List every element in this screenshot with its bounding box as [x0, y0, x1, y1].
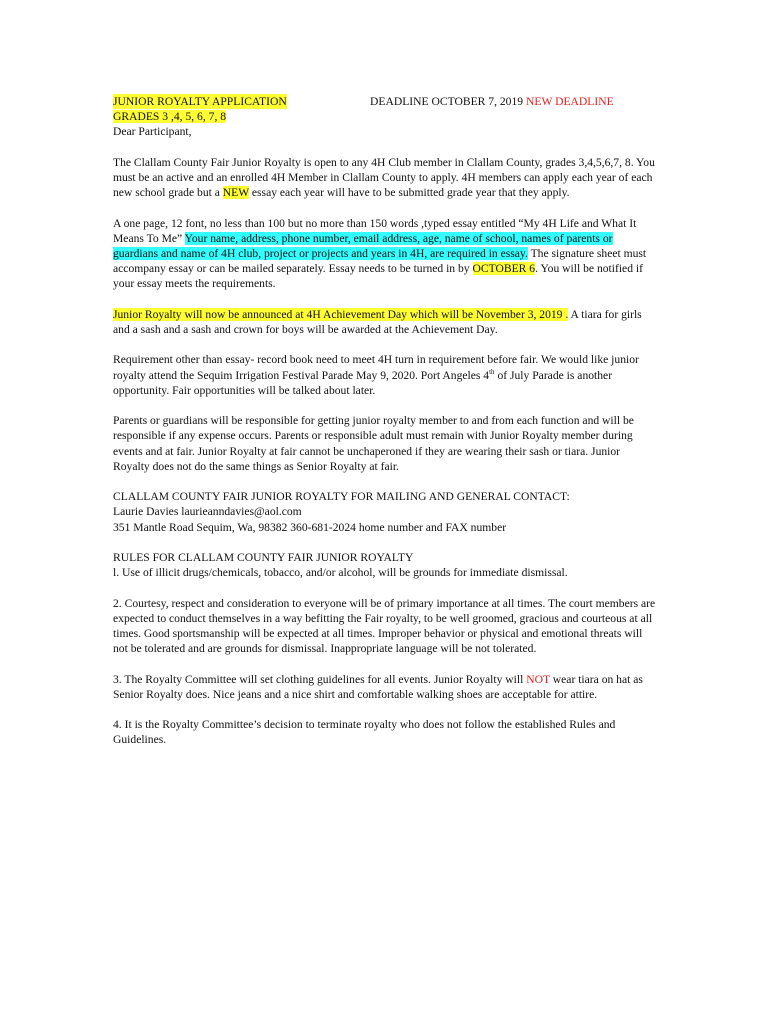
- announcement-highlight: Junior Royalty will now be announced at 4H Achievement Day which will be November 3, 2019 .: [113, 307, 569, 321]
- announcement-text: A tiara for girls and a sash and a sash and crown for boys will be awarded at the Achievement Day.: [113, 307, 642, 336]
- salutation: Dear Participant,: [113, 125, 192, 139]
- essay-text-a: A one page, 12 font, no less than 100 but no more than 150 words ,typed essay entitled “My 4H Life and What It Means To Me”: [113, 216, 637, 245]
- intro-text-a: The Clallam County Fair Junior Royalty is open to any 4H Club member in Clallam County, grades 3,4,5,6,7, 8. You must be an active and an enrolled 4H Member in Clallam County to apply. 4H members can apply each year of each new school grade but a: [113, 155, 655, 200]
- rule-3-text-b: wear tiara on hat as Senior Royalty does. Nice jeans and a nice shirt and comfortable walking shoes are acceptable for attire.: [113, 672, 643, 701]
- parents-paragraph: Parents or guardians will be responsible for getting junior royalty member to and from each function and will be responsible if any expense occurs. Parents or responsible adult must remain with Junior Royalty member during events and at fair. Junior Royalty at fair cannot be unchaperoned if they are wearing their sash or tiara. Junior Royalty does not do the same things as Senior Royalty at fair.: [113, 414, 634, 473]
- rule-3-text-a: 3. The Royalty Committee will set clothing guidelines for all events. Junior Royalty will: [113, 672, 527, 686]
- rule-2: 2. Courtesy, respect and consideration to everyone will be of primary importance at all times. The court members are expected to conduct themselves in a way befitting the Fair royalty, to be well groomed, gracious and courteous at all times. Good sportsmanship will be expected at all times. Improper behavior or physical and emotional threats will not be tolerated and are grounds for dismissal. Inappropriate language will be not tolerated.: [113, 596, 656, 656]
- intro-paragraph: [113, 155, 658, 201]
- october-deadline-highlight: OCTOBER 6: [472, 262, 536, 276]
- requirements-text-a: Requirement other than essay- record book need to meet 4H turn in requirement before fair. We would like junior royalty attend the Sequim Irrigation Festival Parade May 9, 2020. Port Angeles 4: [113, 353, 639, 382]
- requirements-text-b: of July Parade is another opportunity. Fair opportunities will be talked about later.: [113, 368, 613, 397]
- essay-text-c: . You will be notified if your essay meets the requirements.: [113, 262, 643, 291]
- essay-requirements-highlight: Your name, address, phone number, email address, age, name of school, names of parents or guardians and name of 4H club, project or projects and years in 4H, are required in essay.: [113, 231, 613, 260]
- header-row: [113, 94, 658, 109]
- requirements-paragraph: [113, 352, 658, 398]
- rule-3-not: NOT: [526, 672, 550, 686]
- contact-address: 351 Mantle Road Sequim, Wa, 98382 360-681-2024 home number and FAX number: [113, 520, 507, 534]
- new-highlight: NEW: [222, 186, 249, 200]
- rule-3: [113, 672, 658, 702]
- intro-text-b: essay each year will have to be submitted grade year that they apply.: [249, 186, 570, 200]
- rule-1: l. Use of illicit drugs/chemicals, tobacco, and/or alcohol, will be grounds for immediate dismissal.: [113, 566, 568, 580]
- superscript-th: th: [489, 367, 495, 376]
- contact-block: [113, 489, 658, 535]
- rules-heading: RULES FOR CLALLAM COUNTY FAIR JUNIOR ROYALTY: [113, 550, 414, 564]
- rule-4: 4. It is the Royalty Committee’s decision to terminate royalty who does not follow the established Rules and Guidelines.: [113, 718, 616, 747]
- deadline-text: DEADLINE OCTOBER 7, 2019: [370, 95, 524, 108]
- application-title: JUNIOR ROYALTY APPLICATION: [113, 95, 287, 108]
- new-deadline-text: NEW DEADLINE: [525, 95, 614, 108]
- contact-name-email: Laurie Davies laurieanndavies@aol.com: [113, 505, 302, 519]
- grades-line: GRADES 3 ,4, 5, 6, 7, 8: [113, 110, 227, 124]
- rules-block: [113, 550, 658, 748]
- document-body: [113, 94, 658, 763]
- essay-paragraph: [113, 216, 658, 292]
- announcement-paragraph: [113, 307, 658, 337]
- essay-text-b: The signature sheet must accompany essay or can be mailed separately. Essay needs to be turned in by: [113, 246, 647, 276]
- deadline-line: [370, 94, 614, 109]
- contact-heading: CLALLAM COUNTY FAIR JUNIOR ROYALTY FOR MAILING AND GENERAL CONTACT:: [113, 490, 570, 504]
